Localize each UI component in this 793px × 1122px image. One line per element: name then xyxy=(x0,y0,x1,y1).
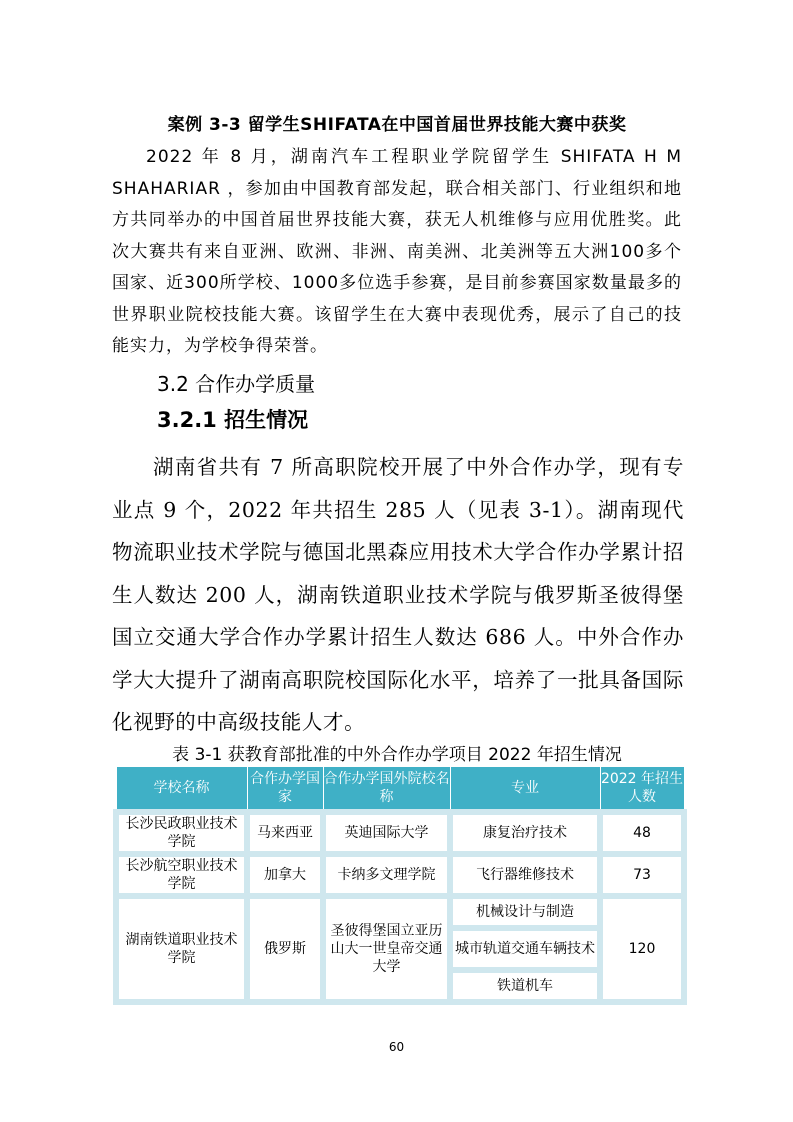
cell-major: 铁道机车 xyxy=(450,970,600,1002)
cell-major: 飞行器维修技术 xyxy=(450,854,600,896)
header-country: 合作办学国家 xyxy=(247,767,323,813)
subsection-heading: 3.2.1 招生情况 xyxy=(157,408,309,432)
enrollment-table xyxy=(113,766,687,1005)
cell-school: 长沙航空职业技术学院 xyxy=(116,854,247,896)
case-body xyxy=(112,142,682,363)
header-count: 2022 年招生人数 xyxy=(600,767,684,813)
case-title: 案例 3-3 留学生SHIFATA在中国首届世界技能大赛中获奖 xyxy=(167,115,627,135)
header-major: 专业 xyxy=(450,767,600,813)
header-partner: 合作办学国外院校名称 xyxy=(323,767,450,813)
section-body xyxy=(112,446,684,744)
cell-partner: 圣彼得堡国立亚历山大一世皇帝交通大学 xyxy=(323,896,450,1002)
cell-count: 48 xyxy=(600,812,684,854)
cell-partner: 英迪国际大学 xyxy=(323,812,450,854)
cell-school: 湖南铁道职业技术学院 xyxy=(116,896,247,1002)
header-school: 学校名称 xyxy=(116,767,247,813)
cell-major: 康复治疗技术 xyxy=(450,812,600,854)
cell-country: 加拿大 xyxy=(247,854,323,896)
cell-country: 俄罗斯 xyxy=(247,896,323,1002)
table-row xyxy=(116,854,684,896)
cell-major: 机械设计与制造 xyxy=(450,896,600,928)
section-paragraph: 湖南省共有 7 所高职院校开展了中外合作办学，现有专业点 9 个，2022 年共招生 285 人（见表 3-1）。湖南现代物流职业技术学院与德国北黑森应用技术大学合作办学累计招生人数达 200 人，湖南铁道职业技术学院与俄罗斯圣彼得堡国立交通大学合作办学累计招生人数达 686 人。中外合作办学大大提升了湖南高职院校国际化水平，培养了一批具备国际化视野的中高级技能人才。 xyxy=(112,455,684,734)
cell-count: 73 xyxy=(600,854,684,896)
case-paragraph: 2022 年 8 月，湖南汽车工程职业学院留学生 SHIFATA H M SHAHARIAR ，参加由中国教育部发起，联合相关部门、行业组织和地方共同举办的中国首届世界技能大赛，获无人机维修与应用优胜奖。此次大赛共有来自亚洲、欧洲、非洲、南美洲、北美洲等五大洲100多个国家、近300所学校、1000多位选手参赛，是目前参赛国家数量最多的世界职业院校技能大赛。该留学生在大赛中表现优秀，展示了自己的技能实力，为学校争得荣誉。 xyxy=(112,147,682,356)
table-row xyxy=(116,812,684,854)
table-row xyxy=(116,896,684,928)
cell-major: 城市轨道交通车辆技术 xyxy=(450,928,600,970)
cell-school: 长沙民政职业技术学院 xyxy=(116,812,247,854)
table-header-row xyxy=(116,767,684,813)
page-number: 60 xyxy=(388,1040,405,1054)
cell-count: 120 xyxy=(600,896,684,1002)
section-heading: 3.2 合作办学质量 xyxy=(157,372,316,396)
cell-country: 马来西亚 xyxy=(247,812,323,854)
cell-partner: 卡纳多文理学院 xyxy=(323,854,450,896)
table-caption: 表 3-1 获教育部批准的中外合作办学项目 2022 年招生情况 xyxy=(172,745,622,765)
